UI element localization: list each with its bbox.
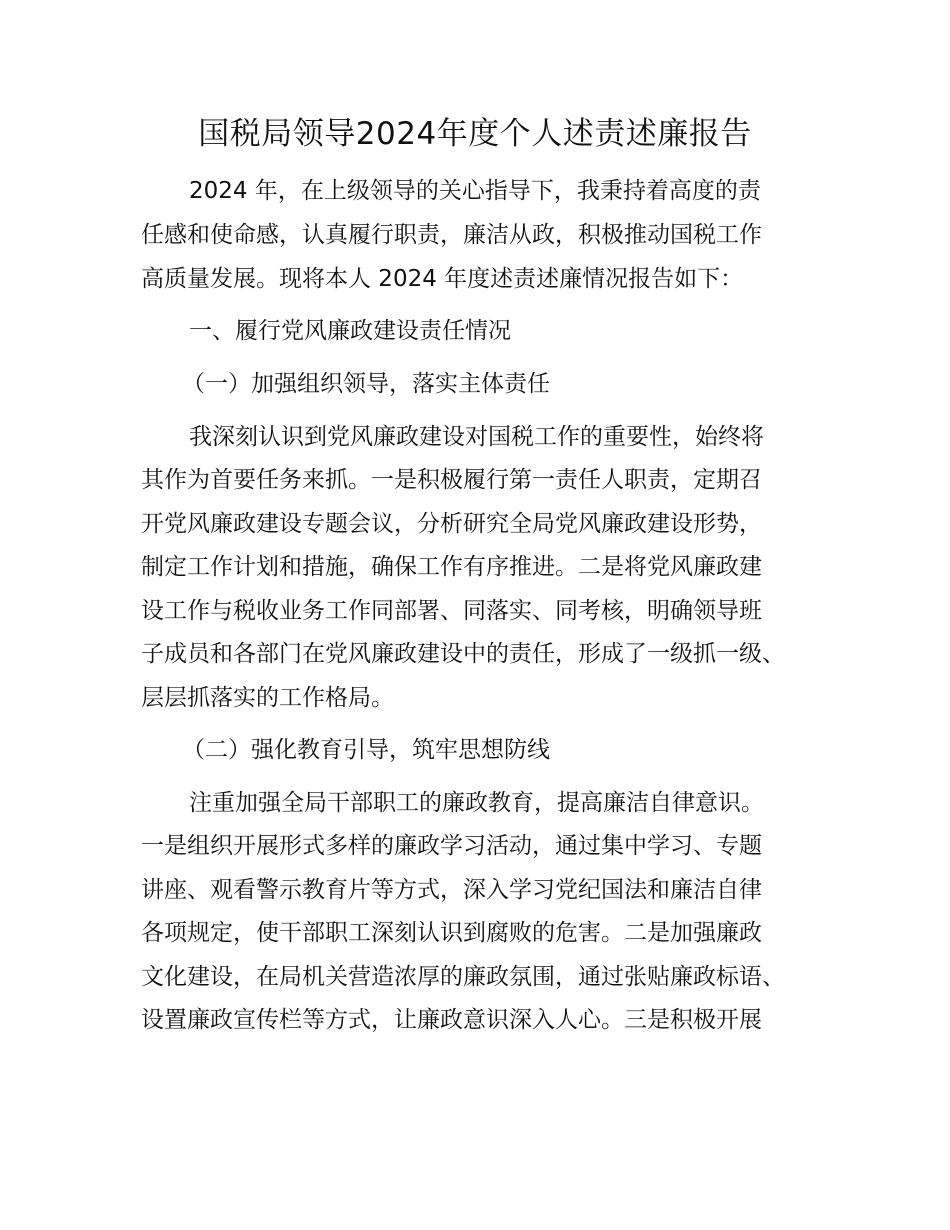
body-line: 讲座、观看警示教育片等方式，深入学习党纪国法和廉洁自律	[141, 877, 762, 903]
section-1-heading: 一、履行党风廉政建设责任情况	[189, 318, 511, 344]
body-line: 注重加强全局干部职工的廉政教育，提高廉洁自律意识。	[189, 790, 764, 816]
document-title: 国税局领导2024年度个人述责述廉报告	[198, 116, 752, 152]
body-line: 各项规定，使干部职工深刻认识到腐败的危害。二是加强廉政	[141, 920, 762, 946]
body-line: 我深刻认识到党风廉政建设对国税工作的重要性，始终将	[189, 424, 764, 450]
body-line: 制定工作计划和措施，确保工作有序推进。二是将党风廉政建	[141, 554, 762, 580]
intro-line-2: 任感和使命感，认真履行职责，廉洁从政，积极推动国税工作	[141, 222, 762, 248]
subsection-1-heading: （一）加强组织领导，落实主体责任	[182, 371, 550, 397]
body-line: 文化建设，在局机关营造浓厚的廉政氛围，通过张贴廉政标语、	[141, 964, 785, 990]
body-line: 子成员和各部门在党风廉政建设中的责任，形成了一级抓一级、	[141, 641, 785, 667]
body-line: 其作为首要任务来抓。一是积极履行第一责任人职责，定期召	[141, 467, 762, 493]
intro-line-1: 2024 年，在上级领导的关心指导下，我秉持着高度的责	[189, 178, 761, 204]
subsection-2-heading: （二）强化教育引导，筑牢思想防线	[182, 737, 550, 763]
body-line: 开党风廉政建设专题会议，分析研究全局党风廉政建设形势，	[141, 511, 762, 537]
body-line: 一是组织开展形式多样的廉政学习活动，通过集中学习、专题	[141, 833, 762, 859]
body-line: 设置廉政宣传栏等方式，让廉政意识深入人心。三是积极开展	[141, 1007, 762, 1033]
intro-line-3: 高质量发展。现将本人 2024 年度述责述廉情况报告如下：	[141, 266, 744, 292]
body-line: 层层抓落实的工作格局。	[141, 685, 394, 711]
body-line: 设工作与税收业务工作同部署、同落实、同考核，明确领导班	[141, 598, 762, 624]
